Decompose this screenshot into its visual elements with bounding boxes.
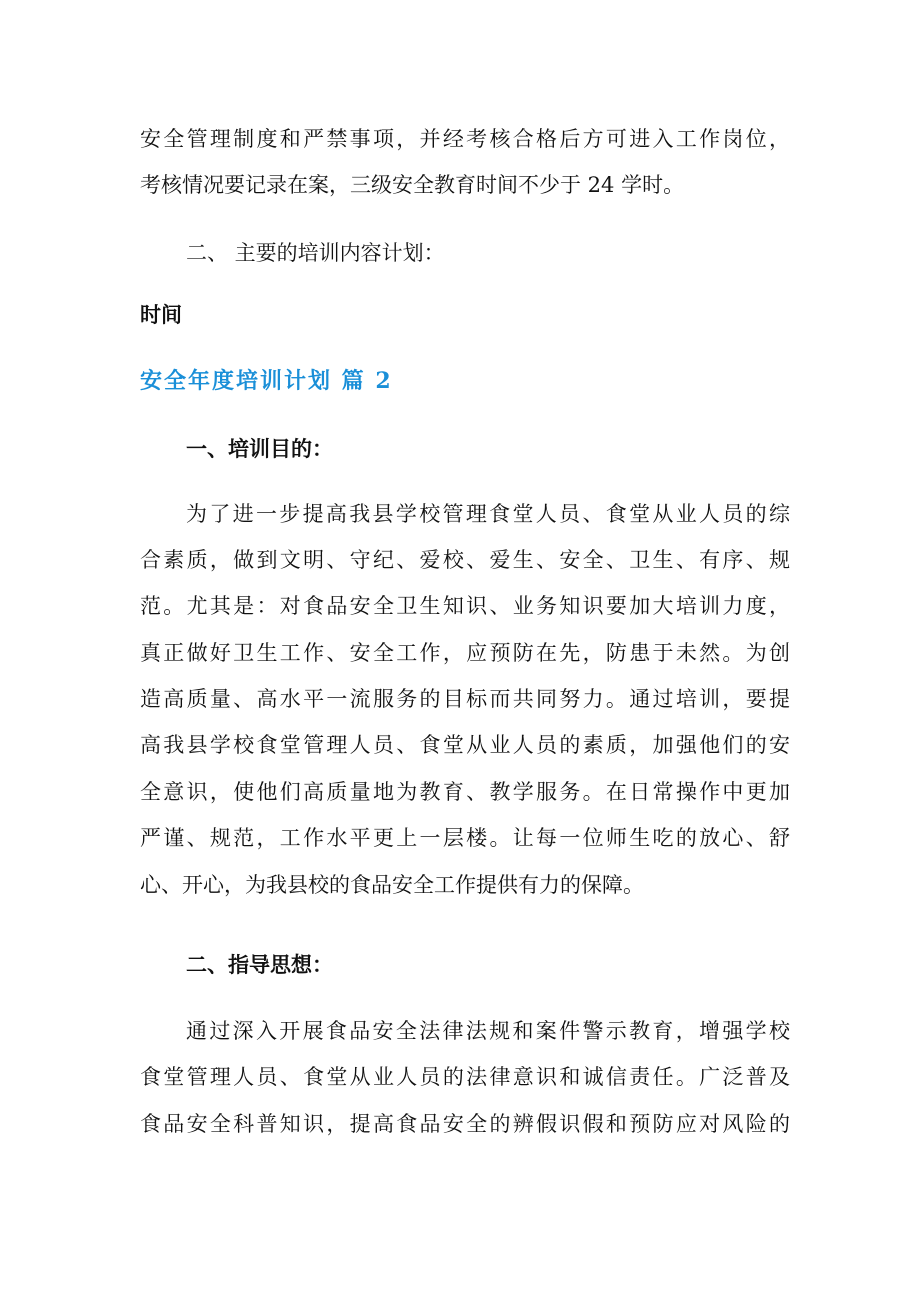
guide-line-2: 食堂管理人员、食堂从业人员的法律意识和诚信责任。广泛普及 xyxy=(140,1065,790,1089)
article-title: 安全年度培训计划 篇 2 xyxy=(140,368,393,394)
guide-line-3: 食品安全科普知识，提高食品安全的辨假识假和预防应对风险的 xyxy=(140,1112,790,1136)
guide-heading: 二、指导思想： xyxy=(186,952,333,977)
goal-line-5: 造高质量、高水平一流服务的目标而共同努力。通过培训，要提 xyxy=(140,687,790,711)
time-label: 时间 xyxy=(140,302,182,327)
goal-line-7: 全意识，使他们高质量地为教育、教学服务。在日常操作中更加 xyxy=(140,780,790,804)
goal-line-9: 心、开心，为我县校的食品安全工作提供有力的保障。 xyxy=(140,873,644,897)
section-heading-training-plan: 二、 主要的培训内容计划： xyxy=(186,241,445,265)
intro-line-1: 安全管理制度和严禁事项，并经考核合格后方可进入工作岗位， xyxy=(140,127,790,151)
goal-line-4: 真正做好卫生工作、安全工作，应预防在先，防患于未然。为创 xyxy=(140,641,790,665)
goal-line-8: 严谨、规范，工作水平更上一层楼。让每一位师生吃的放心、舒 xyxy=(140,826,790,850)
goal-line-6: 高我县学校食堂管理人员、食堂从业人员的素质，加强他们的安 xyxy=(140,733,790,757)
goal-line-2: 合素质，做到文明、守纪、爱校、爱生、安全、卫生、有序、规 xyxy=(140,548,790,572)
guide-line-1: 通过深入开展食品安全法律法规和案件警示教育，增强学校 xyxy=(186,1019,790,1043)
intro-line-2: 考核情况要记录在案，三级安全教育时间不少于 24 学时。 xyxy=(140,173,685,197)
goal-heading: 一、培训目的： xyxy=(186,436,333,461)
goal-line-1: 为了进一步提高我县学校管理食堂人员、食堂从业人员的综 xyxy=(186,502,790,526)
goal-line-3: 范。尤其是：对食品安全卫生知识、业务知识要加大培训力度， xyxy=(140,594,790,618)
